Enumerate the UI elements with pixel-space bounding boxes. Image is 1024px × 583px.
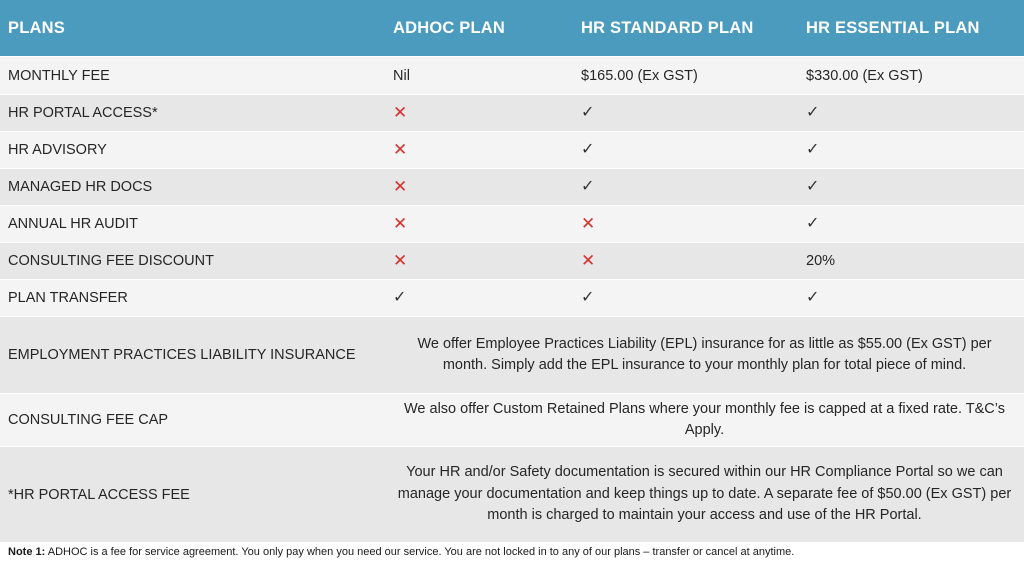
check-icon: ✓: [581, 141, 595, 158]
table-row: [0, 206, 1024, 243]
check-icon: ✓: [581, 289, 595, 306]
row-label: CONSULTING FEE CAP: [0, 394, 385, 447]
cross-icon: ✕: [393, 140, 408, 159]
row-label: MONTHLY FEE: [0, 57, 385, 95]
cross-icon: ✕: [393, 214, 408, 233]
table-row: [0, 394, 1024, 447]
table-row: [0, 447, 1024, 543]
row-description: Your HR and/or Safety documentation is secured within our HR Compliance Portal so we can manage your documentation and keep things up to date. A separate fee of $50.00 (Ex GST) per month is charged to maintain your access and use of the HR Portal.: [385, 447, 1024, 543]
row-description: We offer Employee Practices Liability (EPL) insurance for as little as $55.00 (Ex GST) per month. Simply add the EPL insurance to your monthly plan for total piece of mind.: [385, 317, 1024, 394]
table-row: [0, 95, 1024, 132]
row-description: We also offer Custom Retained Plans where your monthly fee is capped at a fixed rate. T&C’s Apply.: [385, 394, 1024, 447]
standard-value: $165.00 (Ex GST): [573, 57, 798, 95]
table-row: [0, 132, 1024, 169]
footnote-label: Note 1:: [8, 546, 46, 558]
header-standard-plan: HR STANDARD PLAN: [573, 0, 798, 57]
row-label: HR ADVISORY: [0, 132, 385, 169]
footnote-text: ADHOC is a fee for service agreement. You only pay when you need our service. You are not locked in to any of our plans – transfer or cancel at anytime.: [45, 546, 795, 558]
check-icon: ✓: [806, 215, 820, 232]
table-row: [0, 169, 1024, 206]
table-row: [0, 57, 1024, 95]
table-row: [0, 280, 1024, 317]
check-icon: ✓: [806, 289, 820, 306]
row-label: ANNUAL HR AUDIT: [0, 206, 385, 243]
header-adhoc-plan: ADHOC PLAN: [385, 0, 573, 57]
table-header-row: [0, 0, 1024, 57]
cross-icon: ✕: [393, 177, 408, 196]
header-essential-plan: HR ESSENTIAL PLAN: [798, 0, 1024, 57]
check-icon: ✓: [581, 178, 595, 195]
footnote: [8, 546, 794, 558]
essential-value: $330.00 (Ex GST): [798, 57, 1024, 95]
cross-icon: ✕: [393, 103, 408, 122]
adhoc-value: Nil: [385, 57, 573, 95]
row-label: EMPLOYMENT PRACTICES LIABILITY INSURANCE: [0, 317, 385, 394]
header-plans: PLANS: [0, 0, 385, 57]
check-icon: ✓: [393, 289, 407, 306]
row-label: CONSULTING FEE DISCOUNT: [0, 243, 385, 280]
check-icon: ✓: [806, 104, 820, 121]
check-icon: ✓: [806, 178, 820, 195]
table-row: [0, 317, 1024, 394]
cross-icon: ✕: [393, 251, 408, 270]
cross-icon: ✕: [581, 251, 596, 270]
cross-icon: ✕: [581, 214, 596, 233]
row-label: HR PORTAL ACCESS*: [0, 95, 385, 132]
row-label: *HR PORTAL ACCESS FEE: [0, 447, 385, 543]
check-icon: ✓: [581, 104, 595, 121]
row-label: MANAGED HR DOCS: [0, 169, 385, 206]
row-label: PLAN TRANSFER: [0, 280, 385, 317]
check-icon: ✓: [806, 141, 820, 158]
table-row: [0, 243, 1024, 280]
essential-value: 20%: [798, 243, 1024, 280]
